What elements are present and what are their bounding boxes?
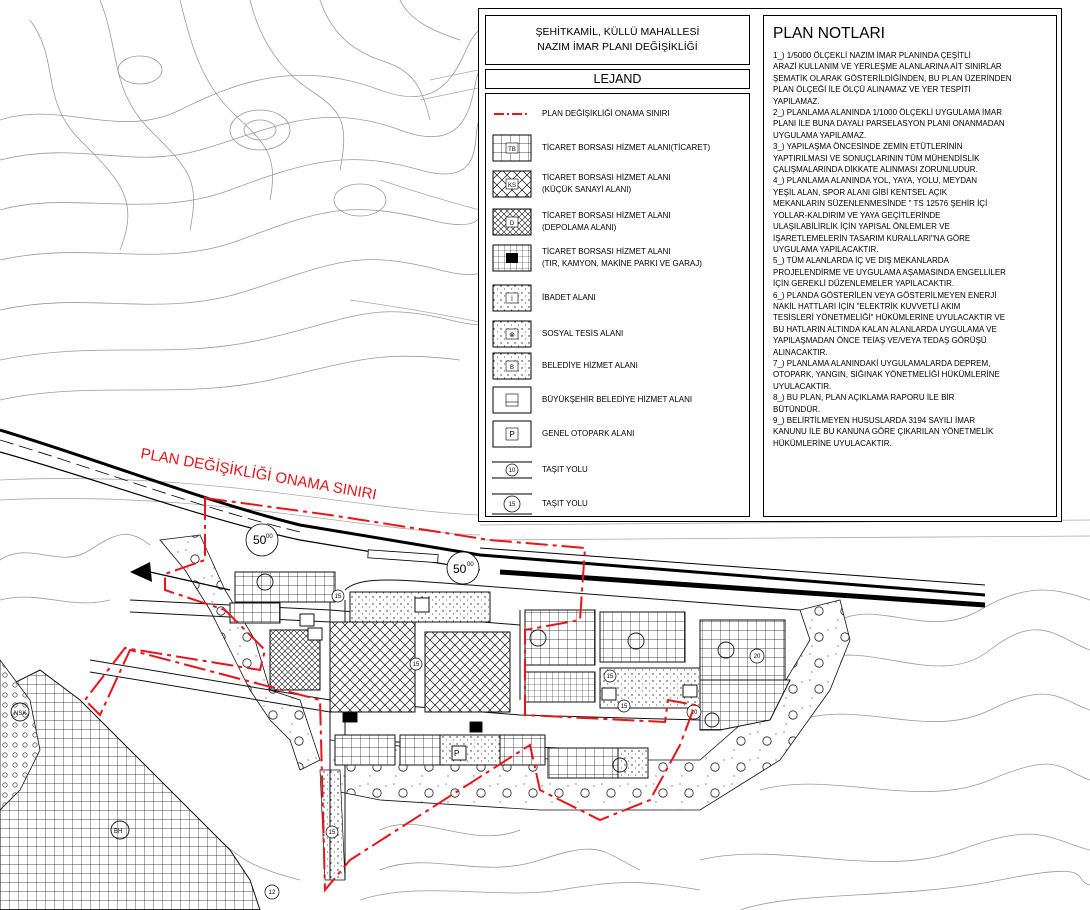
dense-cross-hatch-icon <box>492 208 532 236</box>
road-width-label-2: 50 <box>453 562 467 576</box>
road-label-15b: 15 <box>412 662 420 668</box>
cross-hatch-icon <box>492 170 532 198</box>
legend-label: BELEDİYE HİZMET ALANI <box>542 361 638 370</box>
svg-text:D: D <box>509 221 515 227</box>
plan-note-line: ARAZİ KULLANIM VE YERLEŞME ALANLARINA AİT SINIRLAR <box>773 62 1002 72</box>
legend-item-ibadet <box>492 284 742 316</box>
plan-note-line: 6_) PLANDA GÖSTERİLEN VEYA GÖSTERİLMEYEN ENERJİ <box>773 290 997 300</box>
left-ticaret-area <box>0 660 260 910</box>
left-code-bh: BH <box>114 829 123 835</box>
legend-item-boundary <box>492 100 742 132</box>
road-label-15a: 15 <box>334 594 342 600</box>
legend-label: TİCARET BORSASI HİZMET ALANI(TİCARET) <box>542 143 711 152</box>
notes-list <box>773 50 1048 449</box>
road-label-20b: 20 <box>690 710 698 716</box>
legend-label: SOSYAL TESİS ALANI <box>542 329 624 338</box>
legend-sublabel: (DEPOLAMA ALANI) <box>542 223 617 232</box>
legend-label: BÜYÜKŞEHİR BELEDİYE HİZMET ALANI <box>542 395 693 404</box>
legend-label: GENEL OTOPARK ALANI <box>542 429 635 438</box>
plan-notes-box <box>763 15 1057 517</box>
plan-note <box>773 290 1048 358</box>
legend-label: TAŞIT YOLU <box>542 465 588 474</box>
parking-icon <box>492 420 532 448</box>
legend-item-tir-kamyon <box>492 244 742 276</box>
legend-item-kucuk-sanayi <box>492 170 742 202</box>
road-label-20a: 20 <box>753 654 761 660</box>
legend-sublabel: (KÜÇÜK SANAYİ ALANI) <box>542 185 632 194</box>
svg-text:B: B <box>509 365 515 371</box>
dots-hatch-icon <box>492 352 532 380</box>
plan-note-line: YAPTIRILMASI VE SONUÇLARININ TÜM MÜHENDİSLİK <box>773 153 980 163</box>
plan-note-line: HÜKÜMLERİNE UYULACAKTIR. <box>773 438 892 448</box>
plan-note-line: UYGULAMA YAPILACAKTIR. <box>773 244 879 254</box>
svg-text:P: P <box>509 430 515 439</box>
plan-note-line: OTOPARK, YANGIN, SIĞINAK YÖNETMELİĞİ HÜKÜMLERİNE <box>773 370 1000 380</box>
svg-text:15: 15 <box>508 502 516 508</box>
plan-note-line: PROJELENDİRME VE UYGULAMA AŞAMASINDA ENGELLİLER <box>773 267 1006 277</box>
dots-hatch-icon <box>492 284 532 312</box>
road-sup-label-1: 00 <box>266 534 273 540</box>
plan-note-line: UYGULAMA YAPILAMAZ. <box>773 130 867 140</box>
legend-item-tasit-yolu-1 <box>492 456 742 488</box>
plan-note <box>773 50 1048 107</box>
plan-note-line: PLAN ÖLÇEĞİ İLE ÖLÇÜ ALINAMAZ VE YER TESPİTİ <box>773 85 971 95</box>
boundary-label: PLAN DEĞİŞİKLİĞİ ONAMA SINIRI <box>139 445 378 504</box>
plan-note-line: BÜTÜNDÜR. <box>773 404 821 414</box>
plan-note-line: YAPILAMAZ. <box>773 96 820 106</box>
plan-note-line: PLANI İLE BUNA DAYALI PARSELASYON PLANI ONANMADAN <box>773 119 1005 129</box>
plain-box-icon <box>492 386 532 414</box>
svg-text:10: 10 <box>508 468 516 474</box>
plan-note-line: TESİSLERİ YÖNETMELİĞİ" HÜKÜMLERİNE UYULACAKTIR VE <box>773 313 1006 323</box>
notes-title: PLAN NOTLARI <box>773 25 885 42</box>
plan-note-line: 3_) YAPILAŞMA ÖNCESİNDE ZEMİN ETÜTLERİNİN <box>773 142 963 152</box>
dots-hatch-icon <box>492 320 532 348</box>
plan-note-line: 1_) 1/5000 ÖLÇEKLİ NAZIM İMAR PLANINDA ÇEŞİTLİ <box>773 51 971 60</box>
boundary-line-icon <box>492 100 532 128</box>
plan-note <box>773 107 1048 141</box>
plan-note <box>773 392 1048 415</box>
grid-hatch-icon <box>492 244 532 272</box>
plan-note-line: 4_) PLANLAMA ALANINDA YOL, YAYA, YOLU, MEYDAN <box>773 176 978 186</box>
plan-note-line: ÇALIŞMALARINDA DİKKATE ALINMASI ZORUNLUDUR. <box>773 165 978 175</box>
legend-item-tasit-yolu-2 <box>492 490 742 522</box>
legend-item-otopark <box>492 420 742 452</box>
parking-code: P <box>454 749 460 758</box>
plan-note-line: ULAŞILABİLİRLİK İÇİN YAPISAL ÖNLEMLER VE <box>773 222 950 232</box>
legend-label: İBADET ALANI <box>542 293 596 302</box>
plan-note <box>773 415 1048 449</box>
legend-item-belediye <box>492 352 742 384</box>
road-label-15c: 15 <box>606 674 614 680</box>
plan-note <box>773 141 1048 175</box>
plan-note-line: ŞEMATİK OLARAK GÖSTERİLDİĞİNDEN, BU PLAN ÜZERİNDEN <box>773 73 1012 83</box>
plan-note-line: 2_) PLANLAMA ALANINDA 1/1000 ÖLÇEKLİ UYGULAMA İMAR <box>773 108 1002 118</box>
plan-note-line: UYULACAKTIR. <box>773 381 832 391</box>
road-label-15e: 15 <box>328 830 336 836</box>
title-box <box>485 15 750 65</box>
plan-note-line: ALINACAKTIR. <box>773 347 828 357</box>
legend-label: TİCARET BORSASI HİZMET ALANI <box>542 211 671 220</box>
svg-text:TB: TB <box>508 147 516 153</box>
plan-note-line: 8_) BU PLAN, PLAN AÇIKLAMA RAPORU İLE BİR <box>773 393 955 403</box>
plan-note <box>773 255 1048 289</box>
plan-note-line: YAPILAŞMADAN ÖNCE TEİAŞ VE/VEYA TEDAŞ GÖRÜŞÜ <box>773 336 987 346</box>
legend-item-depolama <box>492 208 742 240</box>
plan-note-line: 9_) BELİRTİLMEYEN HUSUSLARDA 3194 SAYILI İMAR <box>773 416 976 425</box>
plan-note <box>773 358 1048 392</box>
plan-note <box>773 175 1048 255</box>
legend-label: PLAN DEĞİŞİKLİĞİ ONAMA SINIRI <box>542 109 670 118</box>
svg-text:KS: KS <box>507 183 517 189</box>
plan-note-line: MEKANLARIN SÜZENLENMESİNDE " TS 12576 ŞEHİR İÇİ <box>773 199 988 209</box>
road-label-12: 12 <box>268 890 276 896</box>
svg-text:⊗: ⊗ <box>509 332 515 339</box>
grid-hatch-icon <box>492 134 532 162</box>
legend-label: TİCARET BORSASI HİZMET ALANI <box>542 173 671 182</box>
legend-title: LEJAND <box>485 69 750 89</box>
road-marker-icon <box>492 456 532 484</box>
legend-label: TAŞIT YOLU <box>542 499 588 508</box>
road-marker-icon <box>492 490 532 518</box>
plan-note-line: 5_) TÜM ALANLARDA İÇ VE DIŞ MEKANLARDA <box>773 256 949 266</box>
legend-item-sosyal-tesis <box>492 320 742 352</box>
plan-note-line: İÇİN GEREKLİ DÜZENLEMELER YAPILACAKTIR. <box>773 279 955 289</box>
plan-note-line: KANUNU İLE BU KANUNA GÖRE ÇIKARILAN YÖNETMELİK <box>773 427 994 437</box>
left-code-nsk: NSK <box>14 711 27 717</box>
road-width-label-1: 50 <box>253 533 267 547</box>
legend-frame <box>478 8 1062 522</box>
legend-label: TİCARET BORSASI HİZMET ALANI <box>542 247 671 256</box>
plan-note-line: YEŞİL ALAN, SPOR ALANI GİBİ KENTSEL AÇIK <box>773 187 948 197</box>
legend-box <box>485 93 750 517</box>
legend-item-buyuksehir <box>492 386 742 418</box>
road-label-15d: 15 <box>620 704 628 710</box>
legend-item-ticaret <box>492 134 742 166</box>
plan-note-line: 7_) PLANLAMA ALANINDAKİ UYGULAMALARDA DEPREM, <box>773 358 991 368</box>
title-line-1: ŞEHİTKAMİL, KÜLLÜ MAHALLESİ <box>535 26 700 38</box>
svg-text:İ: İ <box>511 297 513 303</box>
legend-sublabel: (TIR, KAMYON, MAKİNE PARKI VE GARAJ) <box>542 259 702 268</box>
road-sup-label-2: 00 <box>467 562 474 568</box>
plan-note-line: BU HATLARIN ALTINDA KALAN ALANLARDA UYGULAMA VE <box>773 324 997 334</box>
plan-note-line: NAKİL HATTLARI İÇİN "ELEKTRİK KUVVETLİ AKIM <box>773 301 961 311</box>
plan-note-line: İŞARETLEMELERİN TASARIM KURALLARI"NA GÖRE <box>773 233 971 243</box>
title-line-2: NAZIM İMAR PLANI DEĞİŞİKLİĞİ <box>537 41 698 53</box>
plan-note-line: YOLLAR-KALDIRIM VE YAYA GEÇİTLERİNDE <box>773 210 941 220</box>
